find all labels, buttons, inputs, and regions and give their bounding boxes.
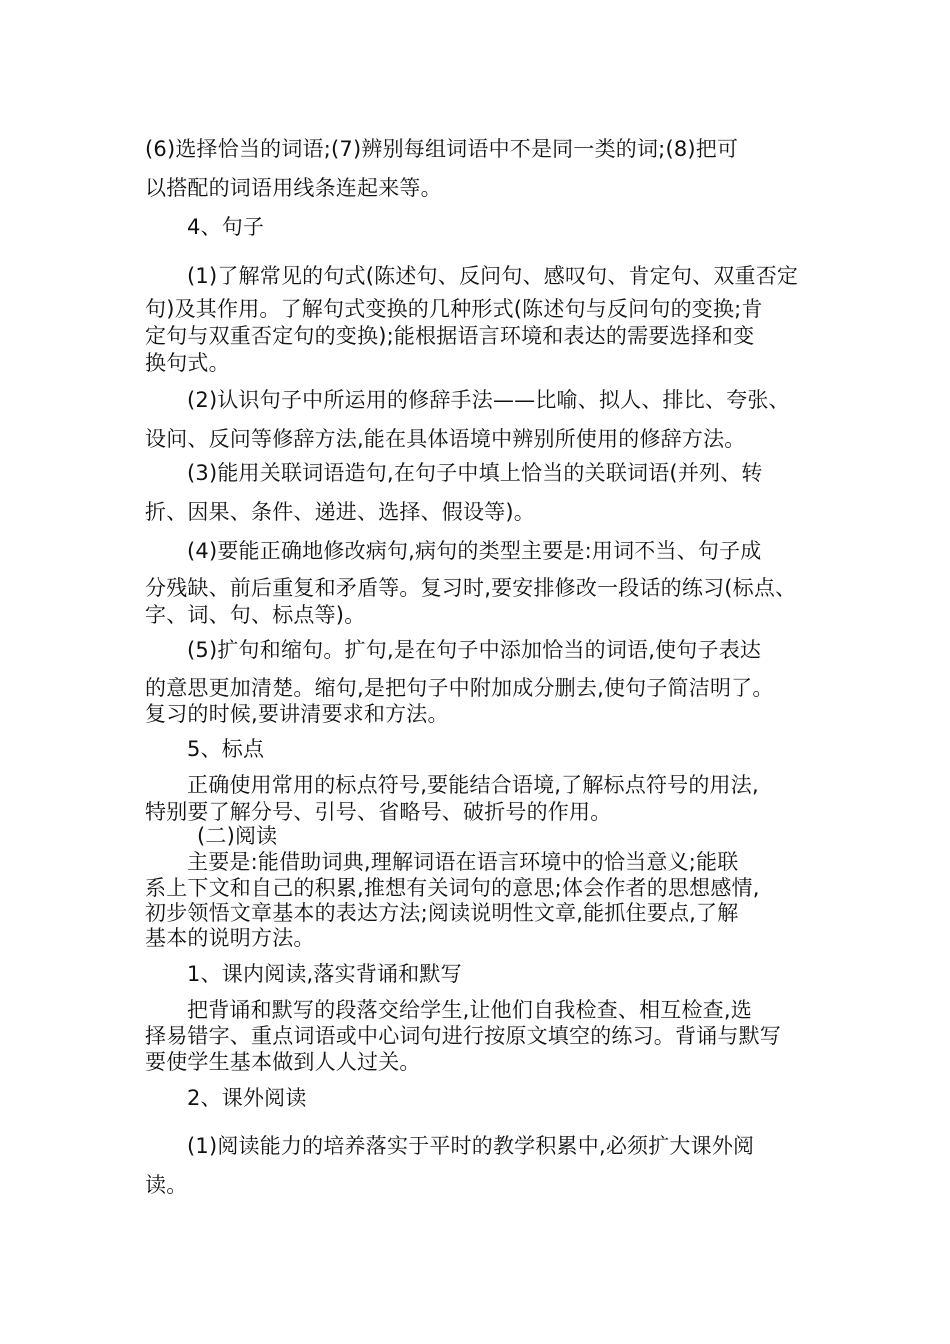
text-line: 的意思更加清楚。缩句,是把句子中附加成分删去,使句子简洁明了。	[145, 676, 774, 700]
text-line: 系上下文和自己的积累,推想有关词句的意思;体会作者的思想感情,	[145, 876, 760, 900]
text-line: (4)要能正确地修改病句,病句的类型主要是:用词不当、句子成	[187, 539, 762, 563]
section-heading: 5、标点	[187, 737, 265, 761]
text-line: (1)阅读能力的培养落实于平时的教学积累中,必须扩大课外阅	[187, 1134, 755, 1158]
text-line: (2)认识句子中所运用的修辞手法——比喻、拟人、排比、夸张、	[187, 388, 790, 412]
text-line: 换句式。	[145, 351, 230, 375]
text-line: 设问、反问等修辞方法,能在具体语境中辨别所使用的修辞方法。	[145, 427, 746, 451]
text-line: 初步领悟文章基本的表达方法;阅读说明性文章,能抓住要点,了解	[145, 901, 739, 925]
text-line: 基本的说明方法。	[145, 926, 315, 950]
text-line: 折、因果、条件、递进、选择、假设等)。	[145, 500, 535, 524]
text-line: (3)能用关联词语造句,在句子中填上恰当的关联词语(并列、转	[187, 461, 763, 485]
text-line: (1)了解常见的句式(陈述句、反问句、感叹句、肯定句、双重否定	[187, 264, 799, 288]
text-line: 以搭配的词语用线条连起来等。	[145, 176, 442, 200]
section-heading: 1、课内阅读,落实背诵和默写	[187, 962, 462, 986]
text-line: 要使学生基本做到人人过关。	[145, 1050, 421, 1074]
text-line: 分残缺、前后重复和矛盾等。复习时,要安排修改一段话的练习(标点、	[145, 576, 797, 600]
text-line: 字、词、句、标点等)。	[145, 603, 366, 627]
text-line: 主要是:能借助词典,理解词语在语言环境中的恰当意义;能联	[187, 850, 739, 874]
text-line: 正确使用常用的标点符号,要能结合语境,了解标点符号的用法,	[187, 773, 759, 797]
text-line: 定句与双重否定句的变换);能根据语言环境和表达的需要选择和变	[145, 324, 755, 348]
section-heading: 4、句子	[187, 215, 265, 239]
text-line: 复习的时候,要讲清要求和方法。	[145, 702, 449, 726]
text-line: 句)及其作用。了解句式变换的几种形式(陈述句与反问句的变换;肯	[145, 297, 763, 321]
text-line: 择易错字、重点词语或中心词句进行按原文填空的练习。背诵与默写	[145, 1024, 781, 1048]
section-heading: 2、课外阅读	[187, 1086, 307, 1110]
text-line: (5)扩句和缩句。扩句,是在句子中添加恰当的词语,使句子表达	[187, 638, 762, 662]
text-line: 读。	[145, 1173, 188, 1197]
text-line: (6)选择恰当的词语;(7)辨别每组词语中不是同一类的词;(8)把可	[145, 137, 739, 161]
text-line: 把背诵和默写的段落交给学生,让他们自我检查、相互检查,选	[187, 998, 752, 1022]
text-line: 特别要了解分号、引号、省略号、破折号的作用。	[145, 800, 612, 824]
section-heading: (二)阅读	[197, 824, 278, 848]
